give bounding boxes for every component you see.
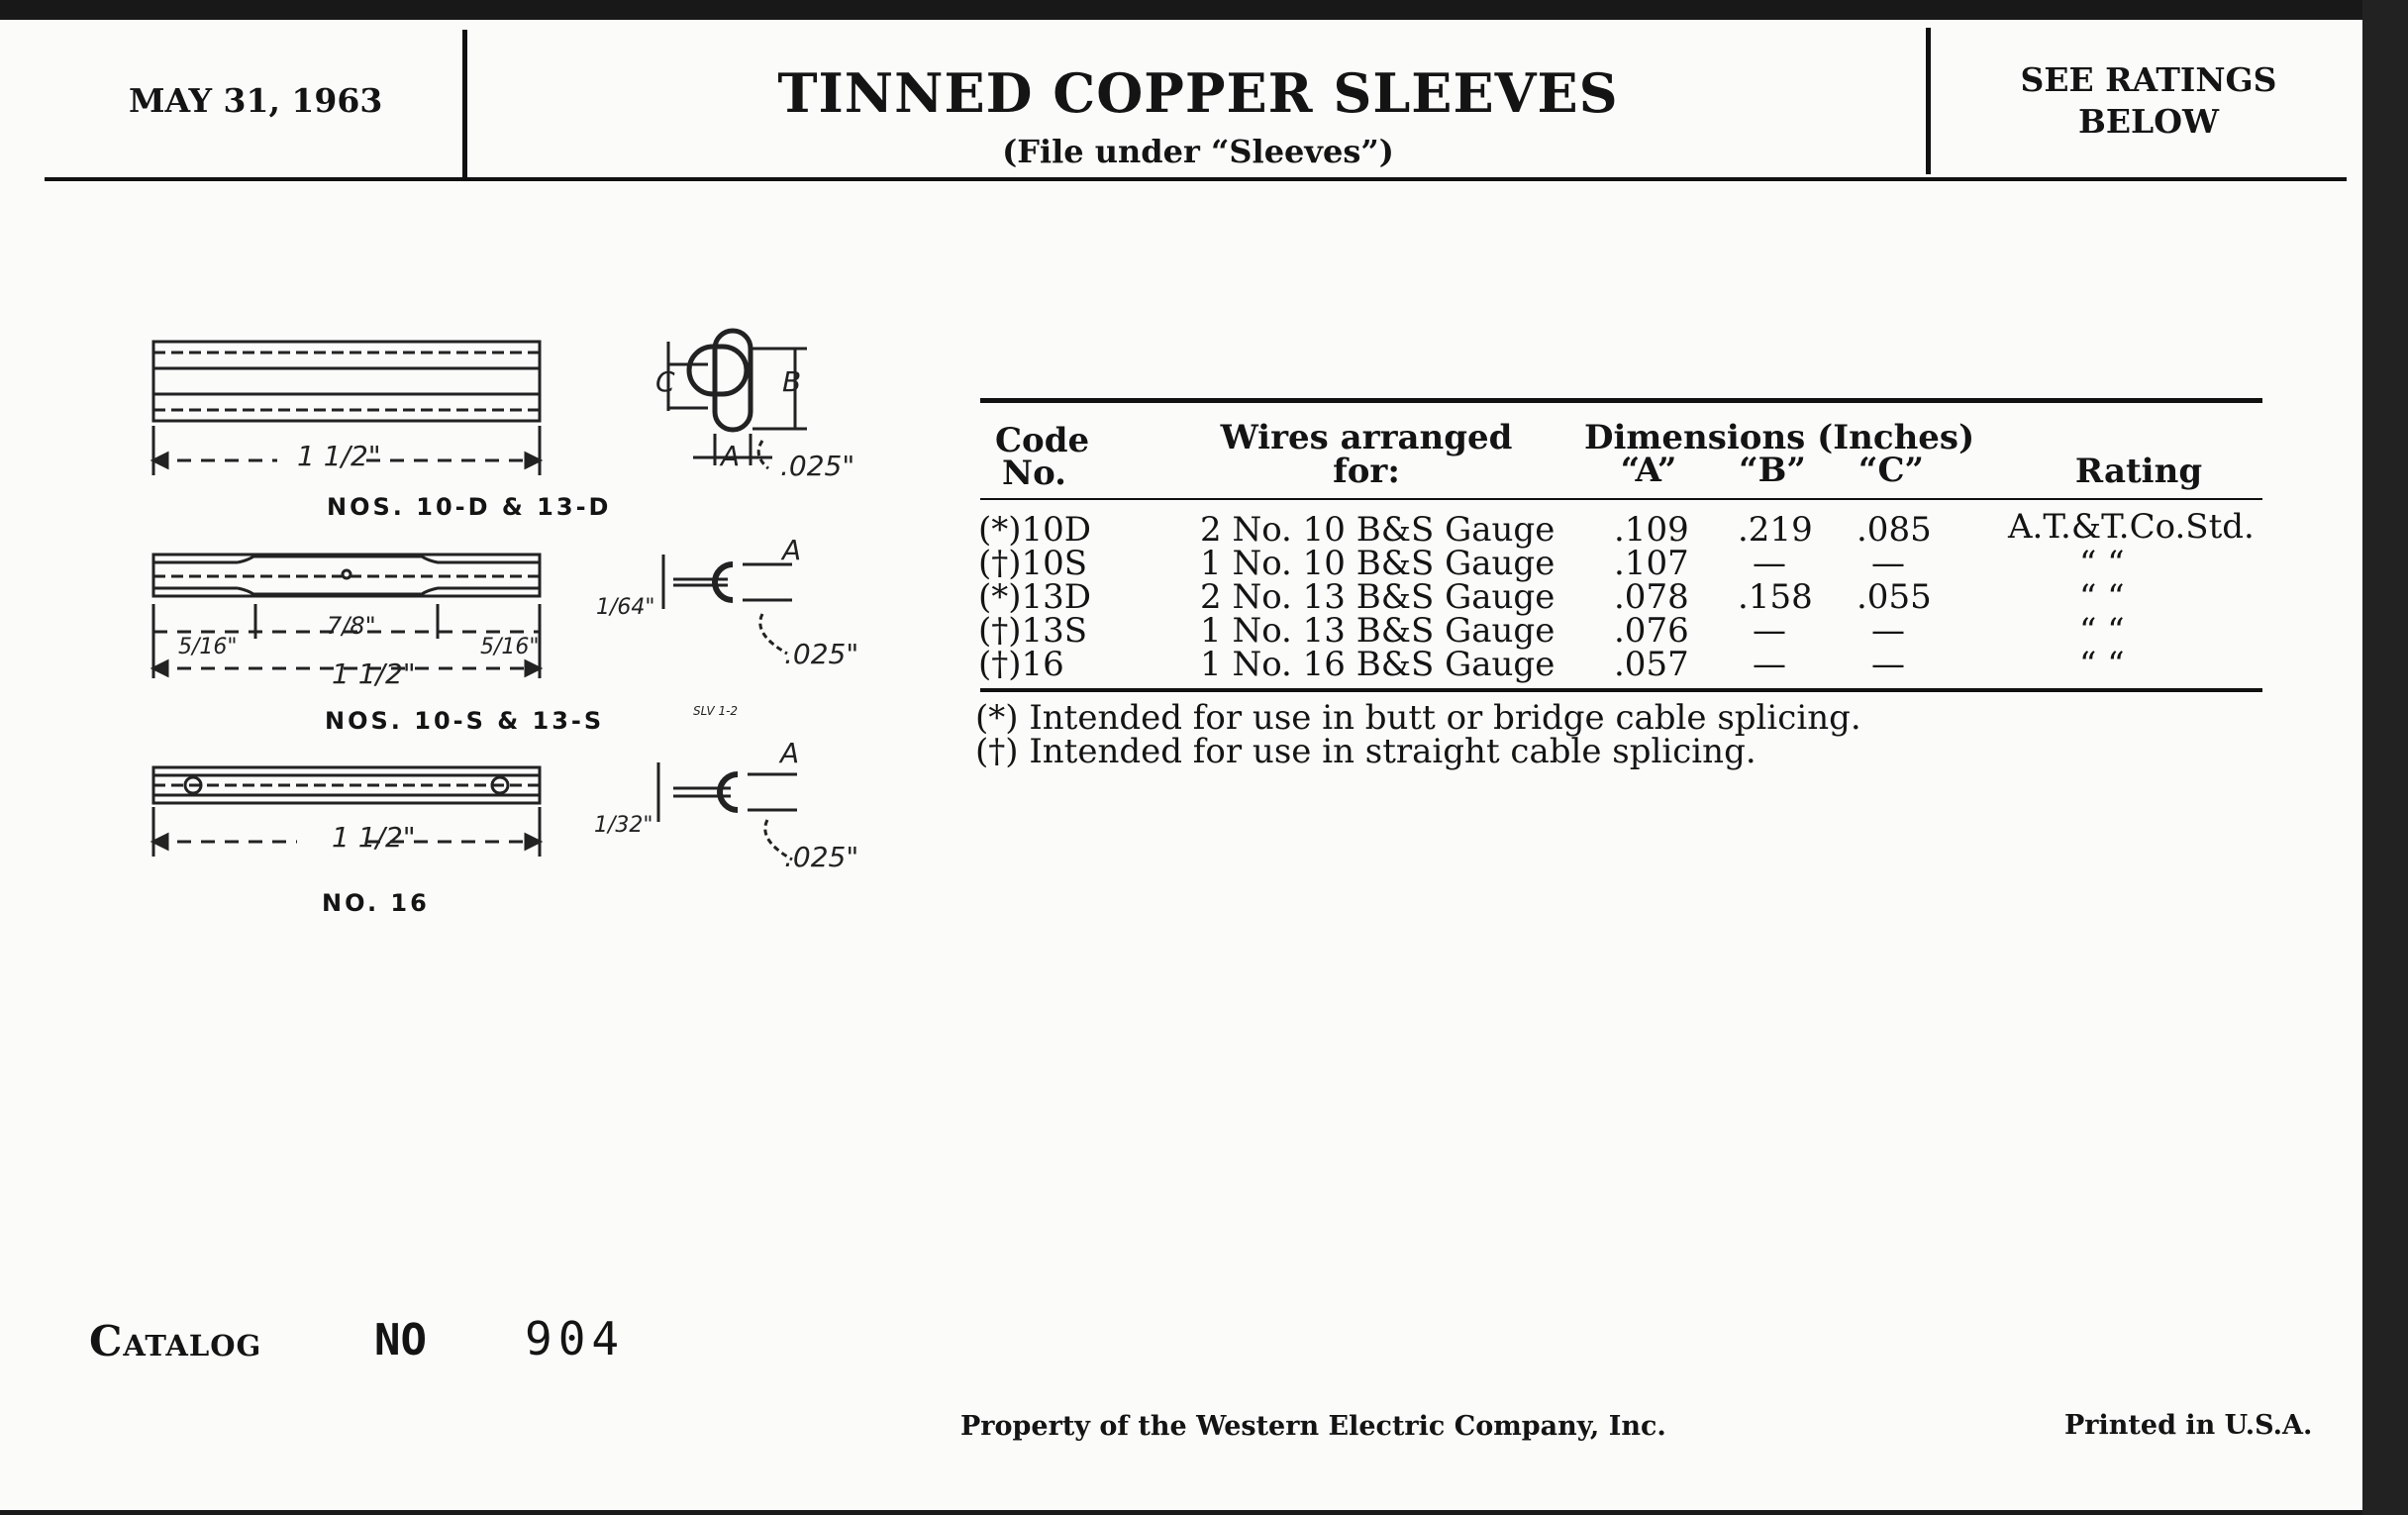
fig2-seg1-label: 5/16" <box>178 635 238 659</box>
th-dimensions: Dimensions (Inches) <box>1584 418 1975 457</box>
issue-date: MAY 31, 1963 <box>129 81 383 120</box>
cell-rating: “ “ <box>2079 577 2125 617</box>
table-header-rule <box>980 498 2262 500</box>
catalog-no-stamp: NO <box>374 1315 427 1365</box>
page-title: TINNED COPPER SLEEVES <box>777 61 1619 125</box>
fig2-a-label: A <box>782 534 802 566</box>
cell-dim-b: .219 <box>1738 510 1813 550</box>
sleeve-16-end-view <box>658 762 797 859</box>
sleeve-10s-13s-end-view <box>663 555 792 654</box>
th-wires-2: for: <box>1333 452 1400 491</box>
cell-rating: “ “ <box>2079 611 2125 651</box>
fig1-thickness-label: .025" <box>780 450 855 482</box>
cell-rating: A.T.&T.Co.Std. <box>2008 507 2255 547</box>
cell-wires: 2 No. 13 B&S Gauge <box>1200 577 1555 617</box>
cell-dim-a: .107 <box>1614 544 1689 583</box>
page-subtitle: (File under “Sleeves”) <box>1002 133 1394 170</box>
cell-dim-b: .158 <box>1738 577 1813 617</box>
cell-dim-a: .078 <box>1614 577 1689 617</box>
fig2-seg3-label: 5/16" <box>480 635 540 659</box>
property-notice: Property of the Western Electric Company, Inc. <box>960 1411 1666 1442</box>
scan-top-border <box>0 0 2408 22</box>
cell-dim-a: .109 <box>1614 510 1689 550</box>
header-divider-right <box>1926 28 1931 174</box>
table-bottom-rule <box>980 688 2262 692</box>
cell-dim-a: .057 <box>1614 645 1689 684</box>
cell-wires: 1 No. 13 B&S Gauge <box>1200 611 1555 651</box>
th-dim-b: “B” <box>1739 451 1806 490</box>
fig1-c-label: C <box>655 365 675 398</box>
th-code-2: No. <box>1002 454 1066 493</box>
cell-dim-b: — <box>1753 611 1786 651</box>
th-code-1: Code <box>995 421 1090 460</box>
fig1-caption: NOS. 10-D & 13-D <box>327 493 612 521</box>
fig1-a-label: A <box>721 440 741 472</box>
ratings-note-line1: SEE RATINGS <box>2020 60 2277 99</box>
fig3-gap-label: 1/32" <box>594 813 653 838</box>
fig1-b-label: B <box>782 365 802 398</box>
cell-rating: “ “ <box>2079 645 2125 684</box>
footnote-dagger: (†) Intended for use in straight cable splicing. <box>975 732 1756 771</box>
th-wires-1: Wires arranged <box>1220 418 1513 457</box>
cell-dim-b: — <box>1753 544 1786 583</box>
cell-code: (†)13S <box>978 611 1088 651</box>
scan-right-border <box>2362 0 2408 1515</box>
cell-wires: 2 No. 10 B&S Gauge <box>1200 510 1555 550</box>
cell-code: (*)13D <box>978 577 1092 617</box>
fig3-caption: NO. 16 <box>322 889 430 917</box>
printed-notice: Printed in U.S.A. <box>2064 1410 2313 1441</box>
fig3-thickness-label: .025" <box>784 841 859 873</box>
ratings-note <box>1941 59 2357 143</box>
small-note: SLV 1-2 <box>693 704 739 718</box>
fig2-caption: NOS. 10-S & 13-S <box>325 707 605 735</box>
cell-dim-c: .085 <box>1856 510 1932 550</box>
cell-rating: “ “ <box>2079 544 2125 583</box>
fig2-thickness-label: .025" <box>784 638 859 670</box>
cell-code: (†)10S <box>978 544 1088 583</box>
th-dim-a: “A” <box>1620 451 1677 490</box>
cell-wires: 1 No. 16 B&S Gauge <box>1200 645 1555 684</box>
cell-dim-c: — <box>1871 544 1905 583</box>
cell-dim-c: — <box>1871 611 1905 651</box>
catalog-label: Catalog <box>89 1317 262 1365</box>
th-dim-c: “C” <box>1857 451 1925 490</box>
fig1-length-label: 1 1/2" <box>297 440 381 472</box>
fig2-gap-label: 1/64" <box>596 595 655 620</box>
header-rule <box>45 177 2347 181</box>
fig2-seg2-label: 7/8" <box>327 612 376 640</box>
cell-dim-c: .055 <box>1856 577 1932 617</box>
cell-wires: 1 No. 10 B&S Gauge <box>1200 544 1555 583</box>
cell-dim-c: — <box>1871 645 1905 684</box>
catalog-number: 904 <box>525 1312 626 1365</box>
cell-dim-a: .076 <box>1614 611 1689 651</box>
cell-code: (†)16 <box>978 645 1064 684</box>
fig3-a-label: A <box>780 737 800 769</box>
cell-dim-b: — <box>1753 645 1786 684</box>
sleeve-drawings <box>139 317 891 931</box>
cell-code: (*)10D <box>978 510 1092 550</box>
footnote-asterisk: (*) Intended for use in butt or bridge cable splicing. <box>975 698 1861 738</box>
table-top-rule <box>980 398 2262 403</box>
fig3-length-label: 1 1/2" <box>332 821 416 854</box>
th-rating: Rating <box>2074 452 2203 491</box>
fig2-length-label: 1 1/2" <box>332 657 416 690</box>
ratings-note-line2: BELOW <box>2077 102 2220 141</box>
